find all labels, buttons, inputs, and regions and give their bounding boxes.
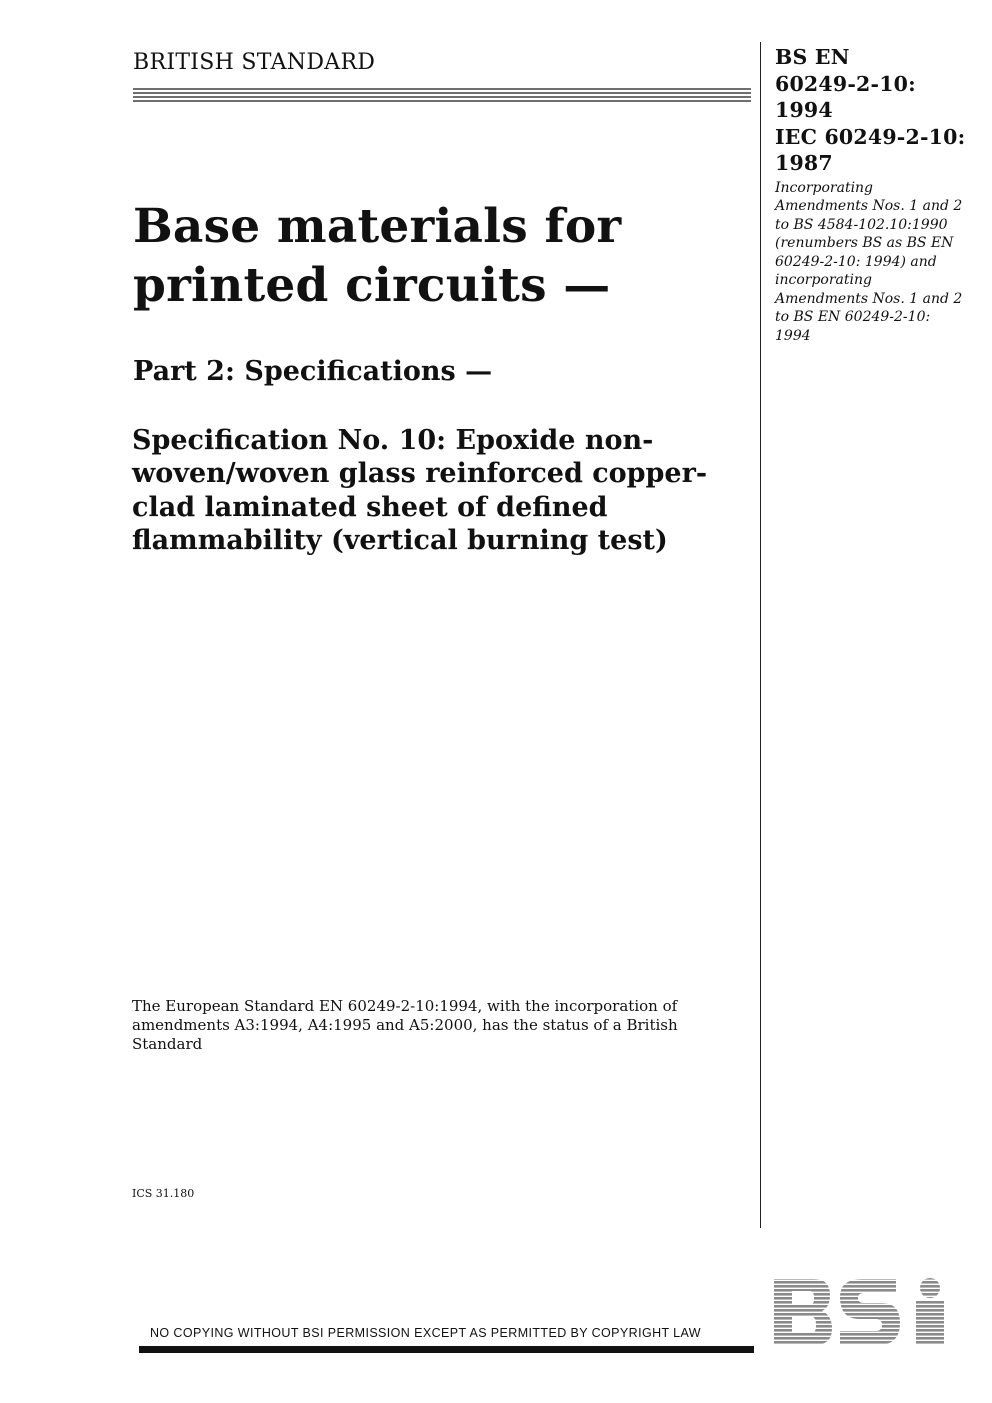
document-part-title: Part 2: Specifications — [133,356,493,387]
footer-rule [139,1346,754,1353]
standard-type-label: BRITISH STANDARD [133,50,376,75]
reference-line: 1987 [775,151,833,175]
document-title: Base materials for printed circuits — [133,199,622,313]
standard-reference-block [775,44,975,345]
copyright-notice: NO COPYING WITHOUT BSI PERMISSION EXCEPT AS PERMITTED BY COPYRIGHT LAW [150,1326,702,1340]
bsi-logo [770,1277,958,1349]
reference-line: 1994 [775,98,833,122]
reference-line: 60249-2-10: [775,71,916,96]
document-spec-title: Specification No. 10: Epoxide non-woven/woven glass reinforced copper-clad laminated sheet of defined flammability (vertical burning test) [132,425,708,556]
reference-line: IEC 60249-2-10: [775,124,966,149]
ics-code: ICS 31.180 [132,1187,195,1200]
amendment-note: Incorporating Amendments Nos. 1 and 2 to BS 4584-102.10:1990 (renumbers BS as BS EN 60249-2-10: 1994) and incorporating Amendments Nos. 1 and 2 to BS EN 60249-2-10: 1994 [775,179,963,344]
column-divider [760,42,761,1228]
header-rule [133,88,751,102]
status-note: The European Standard EN 60249-2-10:1994, with the incorporation of amendments A3:1994, A4:1995 and A5:2000, has the status of a British Standard [132,997,678,1053]
reference-line: BS EN [775,45,850,69]
